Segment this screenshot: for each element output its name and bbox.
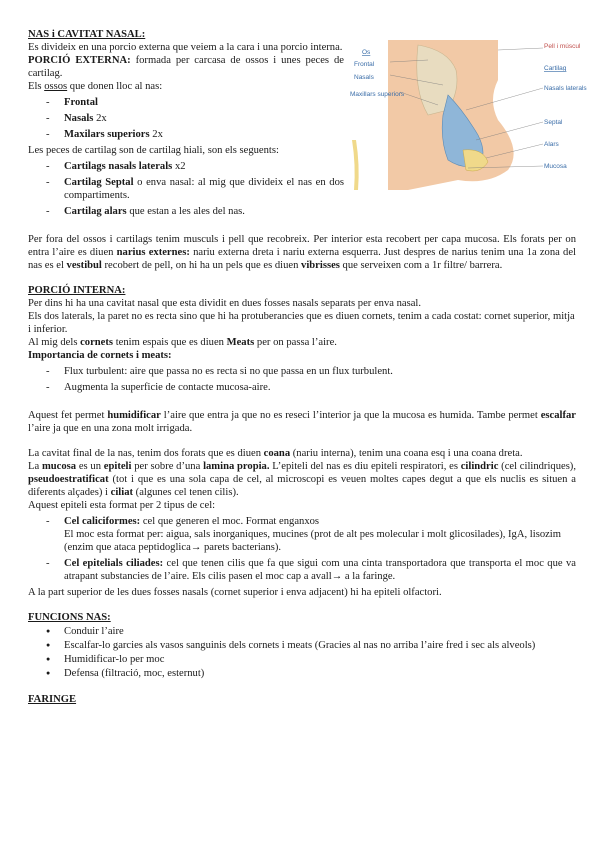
- section-title-funcions: FUNCIONS NAS:: [28, 612, 111, 623]
- epiteli-intro: Aquest epiteli esta format per 2 tipus de cel:: [28, 500, 216, 511]
- bone-item: - Maxilars superiors 2x: [28, 128, 344, 141]
- interna-line: Al mig dels cornets tenim espais que es diuen Meats per on passa l’aire.: [28, 337, 337, 348]
- fig-label-frontal: Frontal: [354, 61, 375, 68]
- cell-type-item: - Cel epitelials ciliades: cel que tenen cilis que fa que sigui com una cinta transportadora que transporta el moc que va atrapant substancies de l’aire. Els cilis pasen el moc cap a avall→ a la faringe.: [28, 557, 576, 583]
- interna-line: Els dos laterals, la paret no es recta sino que hi ha protuberancies que es diuen cornets, tenim a cada costat: cornet superior, mitja i inferior.: [28, 311, 575, 335]
- fig-label-septal: Septal: [544, 119, 563, 126]
- porcio-externa-label: PORCIÓ EXTERNA:: [28, 55, 131, 66]
- cartilage-intro: Les peces de cartilag son de cartilag hiali, son els seguents:: [28, 145, 279, 156]
- bone-item: - Frontal: [28, 96, 344, 109]
- fig-label-pell: Pell i múscul: [544, 43, 581, 50]
- cartilage-item: - Cartilag Septal o enva nasal: al mig que divideix el nas en dos compartiments.: [28, 176, 344, 202]
- importance-item: - Augmenta la superficie de contacte mucosa-aire.: [28, 381, 576, 394]
- exterior-paragraph: Per fora del ossos i cartilags tenim musculs i pell que recobreix. Per interior esta recobert per capa mucosa. Els forats per on entra l’aire es diuen narius externes: nariu externa dreta i nariu externa esquerra. Just despres de narius tenim una 1a zona del nas es el vestibul recobert de pell, on hi ha un pels que es diuen vibrisses que serveixen com a 1r filtre/ barrera.: [28, 234, 576, 271]
- edge-sliver: [352, 140, 359, 190]
- function-item: ● Defensa (filtració, moc, esternut): [28, 667, 576, 680]
- fig-label-nasals: Nasals: [354, 74, 374, 81]
- mucus-composition: El moc esta format per: aigua, sals inorganiques, mucines (prot de alt pes molecular i molt glicosilades), IgA, lisozim (enzim que ataca peptidoglica→ parets bacterians).: [64, 529, 561, 553]
- cell-type-item: - Cel caliciformes: cel que generen el moc. Format enganxos El moc esta format per: aigua, sals inorganiques, mucines (prot de alt pes molecular i molt glicosilades), IgA, lisozim (enzim que ataca peptidoglica→ parets bacterians).: [28, 515, 576, 554]
- olfactory-line: A la part superior de les dues fosses nasals (cornet superior i enva adjacent) hi ha epiteli olfactori.: [28, 587, 442, 598]
- fig-label-os: Os: [362, 49, 371, 56]
- fig-label-mucosa: Mucosa: [544, 163, 567, 170]
- importance-heading: Importancia de cornets i meats:: [28, 350, 172, 361]
- function-item: ● Humidificar-lo per moc: [28, 653, 576, 666]
- fig-label-nasals-laterals: Nasals laterals: [544, 85, 587, 92]
- fig-label-maxillars: Maxillars superiors: [350, 91, 405, 98]
- section-title-faringe: FARINGE: [28, 694, 77, 705]
- ossos-intro: Els ossos que donen lloc al nas:: [28, 81, 163, 92]
- intro-paragraph: Es divideix en una porcio externa que veiem a la cara i una porcio interna.: [28, 42, 343, 53]
- humidify-paragraph: Aquest fet permet humidificar l’aire que entra ja que no es reseci l’interior ja que la mucosa es humida. Tambe permet escalfar l’aire ja que en una zona molt irrigada.: [28, 410, 576, 434]
- document-page: [28, 28, 587, 706]
- fig-label-cartilag: Cartilag: [544, 65, 567, 72]
- porcio-externa-paragraph: PORCIÓ EXTERNA: formada per carcasa de ossos i unes peces de cartilag.: [28, 55, 344, 79]
- interna-line: Per dins hi ha una cavitat nasal que esta dividit en dues fosses nasals separats per enva nasal.: [28, 298, 422, 309]
- importance-item: - Flux turbulent: aire que passa no es recta si no que passa en un flux turbulent.: [28, 365, 576, 378]
- cartilage-item: - Cartilags nasals laterals x2: [28, 160, 344, 173]
- function-item: ● Escalfar-lo garcies als vasos sanguinis dels cornets i meats (Gracies al nas no arriba l’aire fred i sec als alveols): [28, 639, 576, 652]
- external-portion-block: [28, 41, 344, 218]
- cartilage-item: - Cartilag alars que estan a les ales del nas.: [28, 205, 344, 218]
- nose-anatomy-figure: [348, 40, 588, 190]
- section-title-nas: NAS i CAVITAT NASAL:: [28, 29, 146, 40]
- mucosa-paragraph: La mucosa es un epiteli per sobre d’una lamina propia. L’epiteli del nas es diu epiteli respiratori, es cilindric (cel cilindriques), pseudoestratificat (tot i que es una sola capa de cel, al microscopi es veuen moltes capes degut a que els nuclis es situen a diferents alçades) i ciliat (algunes cel tenen cilis).: [28, 461, 576, 498]
- nose-anatomy-illustration: [348, 40, 588, 190]
- function-item: ● Conduir l’aire: [28, 625, 576, 638]
- section-title-porcio-interna: PORCIÓ INTERNA:: [28, 285, 126, 296]
- bone-item: - Nasals 2x: [28, 112, 344, 125]
- fig-label-alars: Alars: [544, 141, 559, 148]
- coana-paragraph: La cavitat final de la nas, tenim dos forats que es diuen coana (nariu interna), tenim una coana esq i una coana dreta.: [28, 448, 523, 459]
